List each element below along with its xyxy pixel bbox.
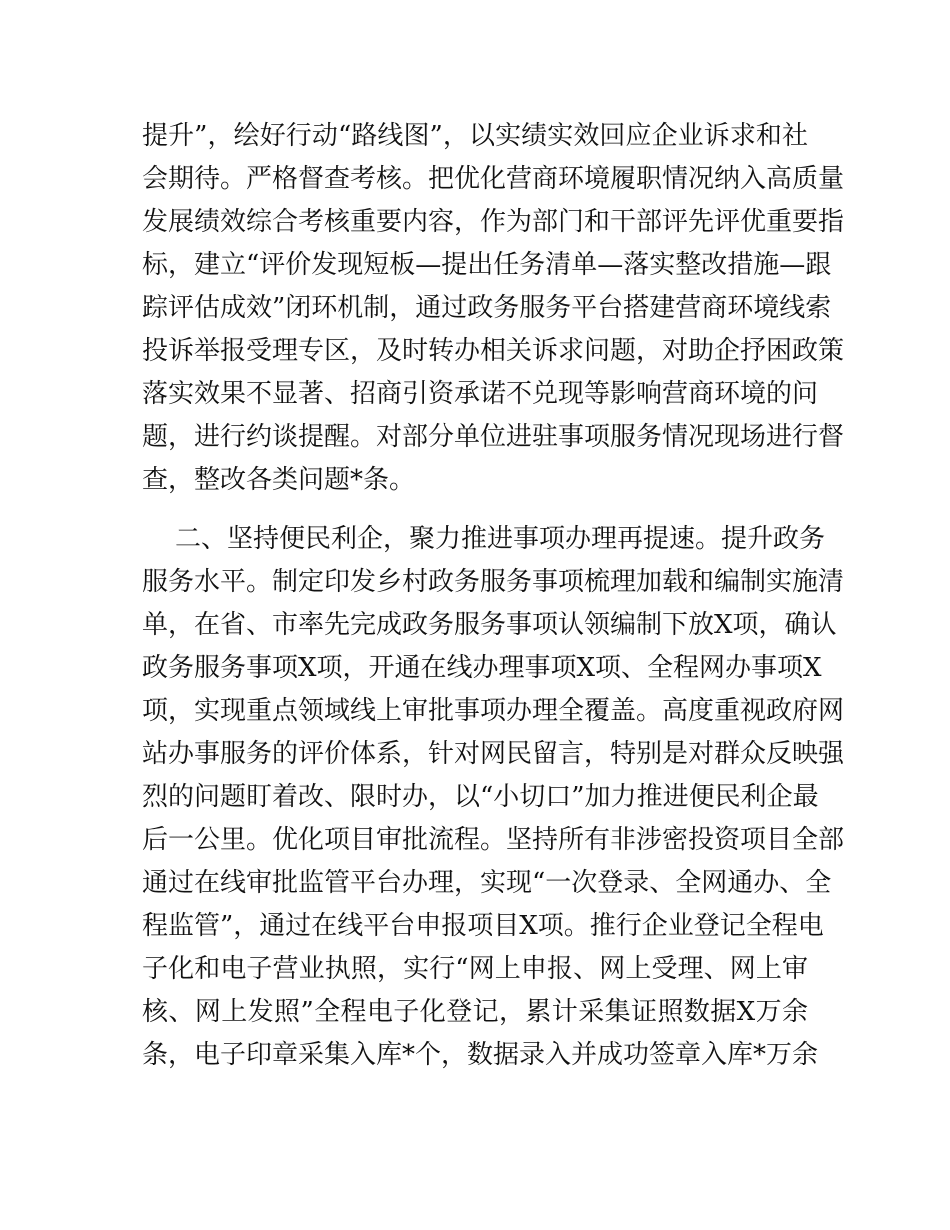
text-line: 程监管”，通过在线平台申报项目X项。推行企业登记全程电	[142, 911, 824, 941]
text-line: 条，电子印章采集入库*个，数据录入并成功签章入库*万余	[142, 1040, 819, 1070]
text-line: 烈的问题盯着改、限时办，以“小切口”加力推进便民利企最	[142, 782, 819, 812]
text-line: 服务水平。制定印发乡村政务服务事项梳理加载和编制实施清	[142, 567, 845, 597]
text-line: 题，进行约谈提醒。对部分单位进驻事项服务情况现场进行督	[142, 422, 845, 452]
text-line: 核、网上发照”全程电子化登记，累计采集证照数据X万余	[142, 997, 808, 1027]
text-line: 提升”，绘好行动“路线图”，以实绩实效回应企业诉求和社	[142, 121, 808, 151]
text-line: 发展绩效综合考核重要内容，作为部门和干部评先评优重要指	[142, 207, 845, 237]
text-line: 项，实现重点领域线上审批事项办理全覆盖。高度重视政府网	[142, 696, 845, 726]
text-line: 通过在线审批监管平台办理，实现“一次登录、全网通办、全	[142, 868, 832, 898]
text-line: 子化和电子营业执照，实行“网上申报、网上受理、网上审	[142, 954, 808, 984]
text-line: 二、坚持便民利企，聚力推进事项办理再提速。提升政务	[175, 524, 826, 554]
text-line: 查，整改各类问题*条。	[142, 465, 416, 495]
text-line: 落实效果不显著、招商引资承诺不兑现等影响营商环境的问	[142, 379, 819, 409]
text-line: 会期待。严格督查考核。把优化营商环境履职情况纳入高质量	[142, 164, 845, 194]
text-line: 政务服务事项X项，开通在线办理事项X项、全程网办事项X	[142, 653, 822, 683]
text-line: 投诉举报受理专区，及时转办相关诉求问题，对助企抒困政策	[142, 336, 845, 366]
text-line: 踪评估成效”闭环机制，通过政务服务平台搭建营商环境线索	[142, 293, 832, 323]
text-line: 标，建立“评价发现短板—提出任务清单—落实整改措施—跟	[142, 250, 832, 280]
text-line: 站办事服务的评价体系，针对网民留言，特别是对群众反映强	[142, 739, 845, 769]
text-line: 后一公里。优化项目审批流程。坚持所有非涉密投资项目全部	[142, 825, 845, 855]
text-line: 单，在省、市率先完成政务服务事项认领编制下放X项，确认	[142, 610, 837, 640]
